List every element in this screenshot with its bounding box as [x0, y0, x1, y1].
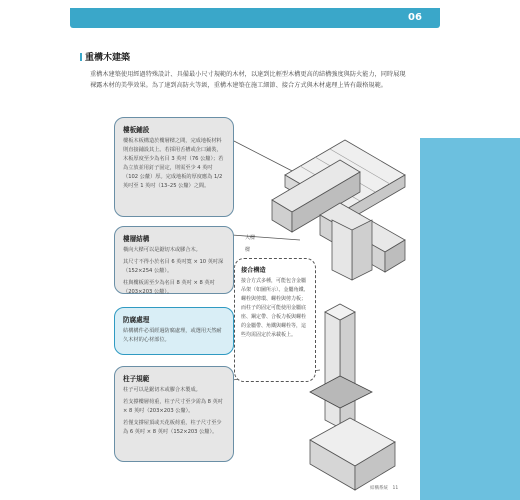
panel-beam-title: 樓層結構	[123, 235, 150, 243]
panel-floor-body: 樓板木板構造於樓層樑之間，完成地板材料則直接鋪設其上。若採用舌槽或企口鋪裝，木板厚度至少為名目 3 英吋（76 公釐）；若為立放並用釘子固定，則需至少 4 英吋（102 公釐）厚。完成地板的厚度應為 1/2 英吋至 1 英吋（13–25 公釐）之間。	[123, 138, 224, 189]
panel-column-body-3: 若僅支撐屋頂或天花板荷重，柱子尺寸至少為 6 英吋 × 8 英吋（152×203 公釐）。	[123, 420, 222, 435]
panel-fire	[114, 307, 234, 355]
panel-floor-title: 樓板鋪設	[123, 126, 150, 134]
panel-beam-body-1: 橫向大樑可以是鋸切木或膠合木。	[123, 247, 201, 253]
panel-fire-title: 防腐處理	[123, 316, 150, 324]
page-number: 06	[408, 12, 422, 23]
section-title: 重構木建築	[85, 53, 131, 63]
panel-beam-body-2: 其尺寸不得小於名目 6 英吋寬 × 10 英吋深（152×254 公釐）。	[123, 259, 224, 274]
leader-floor	[232, 140, 300, 175]
intro-text: 重構木建築使用經過特殊設計、具備最小尺寸規範的木材，以達到比輕型木構更高的結構強度與防火能力，同時展現裸露木材的美學效果。為了達到高防火等級，重構木建築在施工細節、接合方式與木材處理上皆有嚴格規範。	[90, 71, 406, 89]
panel-fire-body: 結構構件必須經過防腐處理，或選用天然耐久木材的心材部位。	[123, 328, 222, 343]
page-footer: 結構系統 11	[370, 486, 399, 491]
joint-callout	[234, 258, 316, 382]
panel-column-body-1: 柱子可以是鋸切木或膠合木製成。	[123, 387, 201, 393]
panel-column-body-2: 若支撐樓層荷重，柱子尺寸至少需為 8 英吋 × 8 英吋（203×203 公釐）。	[123, 399, 223, 414]
label-beam-big: 大樑	[245, 235, 256, 241]
panel-column	[114, 366, 234, 462]
base-plate	[310, 376, 372, 408]
joint-title: 接合構造	[241, 267, 266, 274]
label-beam: 樑	[245, 247, 251, 253]
panel-floor	[114, 117, 234, 217]
panel-beam	[114, 226, 234, 294]
panel-beam-body-3: 柱與樓板需至少為名目 8 英吋 × 8 英吋（203×203 公釐）。	[123, 280, 215, 295]
joint-body: 接合方式多種，可能包含金屬吊架（如圖所示）、金屬角鐵、螺栓與剪環、螺栓與剪力板；而柱子的固定可能使用金屬底座、鋼定帶、合板力板與螺栓的金屬帶、角鐵與螺栓等，這些均需固定於承載板上。	[241, 278, 309, 338]
column-upper	[352, 220, 372, 280]
panel-column-title: 柱子規範	[123, 375, 150, 383]
leader-beam	[232, 235, 300, 240]
column-lower	[340, 312, 355, 428]
